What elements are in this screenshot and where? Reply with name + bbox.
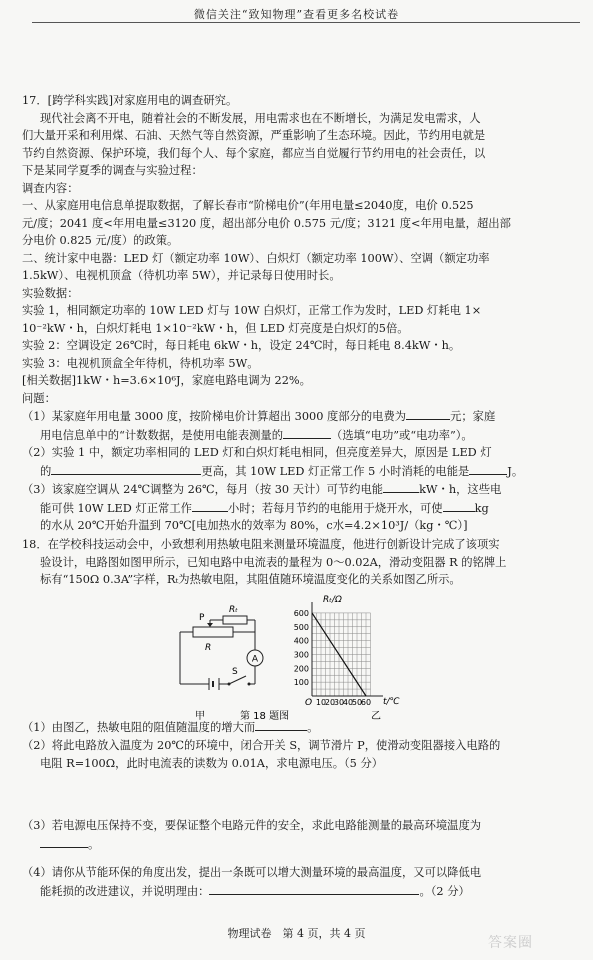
answer-blank[interactable]: [443, 499, 475, 512]
answer-blank[interactable]: [209, 882, 419, 895]
q18-part-2: （2）将此电路放入温度为 20℃的环境中，闭合开关 S，调节滑片 P，使滑动变阻器接入电路的: [22, 739, 501, 752]
q17-part-1: （1）某家庭年用电量 3000 度，按阶梯电价计算超出 3000 度部分的电费为 元；家庭: [22, 407, 578, 426]
q17-title: 17．[跨学科实践]对家庭用电的调查研究。: [22, 94, 238, 107]
q17-part-3: （3）该家庭空调从 24℃调整为 26℃，每月（按 30 天计）可节约电能 kW・h，这些电: [22, 480, 578, 499]
x-tick-label: 50: [351, 698, 363, 707]
y-tick-label: 200: [293, 664, 309, 674]
x-tick-label: 20: [324, 698, 336, 707]
x-tick-label: 30: [333, 698, 345, 707]
answer-blank[interactable]: [255, 718, 307, 731]
x-axis-title: t/℃: [383, 697, 400, 707]
answer-blank[interactable]: [192, 499, 228, 512]
x-tick-label: 60: [360, 698, 372, 707]
q18-intro-line: 标有“150Ω 0.3A”字样，Rₜ为热敏电阻，其阻值随环境温度变化的关系如图乙所示。: [40, 573, 461, 586]
answer-blank[interactable]: [40, 835, 88, 848]
figure-18: [165, 592, 405, 724]
answer-blank[interactable]: [383, 480, 419, 493]
resistor-r: [193, 627, 233, 637]
x-tick-label: 40: [342, 698, 354, 707]
survey-item-2: 1.5kW）、电视机顶盒（待机功率 5W），并记录每日使用时长。: [22, 269, 341, 282]
survey-item-2: 二、统计家中电器：LED 灯（额定功率 10W）、白炽灯（额定功率 100W）、空调（额定功率: [22, 251, 490, 265]
thermistor-rt: [223, 616, 247, 624]
page-header: 微信关注“致知物理”查看更多名校试卷: [193, 8, 400, 21]
switch-s: [229, 676, 246, 684]
y-tick-label: 400: [293, 636, 309, 646]
survey-item-1: 一、从家庭用电信息单提取数据，了解长春市“阶梯电价”(年用电量≤2040度，电价 0.525: [22, 199, 474, 212]
q17-intro-line: 现代社会离不开电，随着社会的不断发展，用电需求也在不断增长，为满足发电需求，人: [40, 111, 481, 125]
answer-blank[interactable]: [283, 426, 331, 439]
experiment-2: 实验 2：空调设定 26℃时，每日耗电 6kW・h，设定 24℃时，每日耗电 8.4kW・h。: [22, 339, 461, 352]
y-tick-label: 600: [293, 608, 309, 618]
caption-yi: 乙: [371, 711, 381, 722]
circuit-diagram: [180, 632, 255, 684]
q18-subquestions: （1）由图乙，热敏电阻的阻值随温度的增大而 。 （2）将此电路放入温度为 20℃的环境中，闭合开关 S，调节滑片 P，使滑动变阻器接入电路的 电阻 R=100Ω，此时电流表的读数为 0.01A，求电源电压。（5 分） （3）若电源电压保持不变，要保证整个电路元件的安全，求此电路能测量的最高环境温度为 。 （4）请你从节能环保的角度出发，提出一条既可以增大测量环境的最高温度，又可以降低电 能耗损的改进建议，并说明理由： 。（2 分）: [22, 718, 578, 901]
watermark: 答案圈: [488, 935, 533, 951]
label-s: S: [232, 667, 238, 677]
q17-intro-line: 下是某同学夏季的调查与实验过程：: [22, 164, 203, 177]
answer-blank[interactable]: [469, 462, 507, 475]
related-data: [相关数据]1kW・h=3.6×10⁶J，家庭电路电调为 22%。: [22, 374, 311, 387]
figure-caption: 第 18 题图: [240, 711, 290, 722]
y-tick-label: 100: [293, 678, 309, 688]
label-rt: Rₜ: [229, 605, 238, 615]
experiment-label: 实验数据：: [22, 286, 79, 300]
experiment-3: 实验 3：电视机顶盒全年待机，待机功率 5W。: [22, 356, 259, 370]
experiment-1: 10⁻²kW・h，白炽灯耗电 1×10⁻²kW・h，但 LED 灯亮度是白炽灯的5倍。: [22, 321, 409, 335]
q18-part-1: （1）由图乙，热敏电阻的阻值随温度的增大而 。: [22, 718, 578, 737]
answer-blank[interactable]: [51, 462, 201, 475]
answer-blank[interactable]: [406, 407, 450, 420]
q17-intro-line: 们大量开采和利用煤、石油、天然气等自然资源，严重影响了生态环境。因此，节约用电就是: [22, 129, 486, 142]
survey-item-1: 分电价 0.825 元/度）的政策。: [22, 234, 179, 247]
q17-part-2: （2）实验 1 中，额定功率相同的 LED 灯和白炽灯耗电相同，但亮度差异大，原因是 LED 灯: [22, 446, 492, 459]
header-rule: [32, 22, 580, 23]
x-tick-label: 10: [315, 698, 327, 707]
y-tick-label: 500: [293, 622, 309, 632]
experiment-1: 实验 1，相同额定功率的 10W LED 灯与 10W 白炽灯，正常工作为发时，LED 灯耗电 1×: [22, 304, 482, 317]
question-18: [22, 536, 578, 589]
page-footer: 物理试卷 第 4 页，共 4 页: [227, 927, 366, 940]
label-p: P: [199, 613, 205, 623]
questions-label: 问题：: [22, 391, 56, 405]
q18-intro-line: 18．在学校科技运动会中，小致想利用热敏电阻来测量环境温度，他进行创新设计完成了该项实: [22, 538, 500, 551]
label-r: R: [205, 643, 212, 653]
ammeter-label: A: [251, 654, 259, 665]
q18-intro-line: 验设计，电路图如图甲所示，已知电路中电流表的量程为 0～0.02A，滑动变阻器 R 的铭牌上: [40, 555, 507, 569]
rt-temperature-chart: [294, 602, 383, 707]
caption-jia: 甲: [195, 711, 205, 722]
y-tick-label: 300: [293, 650, 309, 660]
q17-intro-line: 节约自然资源、保护环境，我们每个人、每个家庭，都应当自觉履行节约用电的社会责任，以: [22, 146, 486, 160]
question-17: 17．[跨学科实践]对家庭用电的调查研究。 现代社会离不开电，随着社会的不断发展，用电需求也在不断增长，为满足发电需求，人 们大量开采和利用煤、石油、天然气等自然资源，严重影响了生态环境。因此，节约用电就是 节约自然资源、保护环境，我们每个人、每个家庭，都应当自觉履行节约用电的社会责任，以 下是某同学夏季的调查与实验过程： 调查内容： 一、从家庭用电信息单提取数据，了解长春市“阶梯电价”(年用电量≤2040度，电价 0.525 元/度；2041 度<年用电量≤3120 度，超出部分电价 0.575 元/度；3121 度<年用电量，超出部 分电价 0.825 元/度）的政策。 二、统计家中电器：LED 灯（额定功率 10W）、白炽灯（额定功率 100W）、空调（额定功率 1.5kW）、电视机顶盒（待机功率 5W），并记录每日使用时长。 实验数据： 实验 1，相同额定功率的 10W LED 灯与 10W 白炽灯，正常工作为发时，LED 灯耗电 1× 10⁻²kW・h，白炽灯耗电 1×10⁻²kW・h，但 LED 灯亮度是白炽灯的5倍。 实验 2：空调设定 26℃时，每日耗电 6kW・h，设定 24℃时，每日耗电 8.4kW・h。 实验 3：电视机顶盒全年待机，待机功率 5W。 [相关数据]1kW・h=3.6×10⁶J，家庭电路电调为 22%。 问题： （1）某家庭年用电量 3000 度，按阶梯电价计算超出 3000 度部分的电费为 元；家庭 用电信息单中的“计数数据，是使用电能表测量的 （选填“电功”或“电功率”）。 （2）实验 1 中，额定功率相同的 LED 灯和白炽灯耗电相同，但亮度差异大，原因是 LED 灯 的 更高，其 10W LED 灯正常工作 5 小时消耗的电能是 J。 （3）该家庭空调从 24℃调整为 26℃，每月（按 30 天计）可节约电能 kW・h，这些电 能可供 10W LED 灯正常工作 小时；若每月节约的电能用于烧开水，可使 kg 的水从 20℃开始升温到 70℃[电加热水的效率为 80%，c水=4.2×10³J/（kg・℃）]: [22, 92, 578, 535]
survey-item-1: 元/度；2041 度<年用电量≤3120 度，超出部分电价 0.575 元/度；3121 度<年用电量，超出部: [22, 216, 511, 230]
y-axis-title: Rₜ/Ω: [323, 595, 342, 605]
q18-part-3: （3）若电源电压保持不变，要保证整个电路元件的安全，求此电路能测量的最高环境温度为: [22, 819, 482, 832]
survey-label: 调查内容：: [22, 181, 79, 195]
origin-label: O: [305, 698, 313, 708]
q18-part-4: （4）请你从节能环保的角度出发，提出一条既可以增大测量环境的最高温度，又可以降低电: [22, 866, 482, 879]
